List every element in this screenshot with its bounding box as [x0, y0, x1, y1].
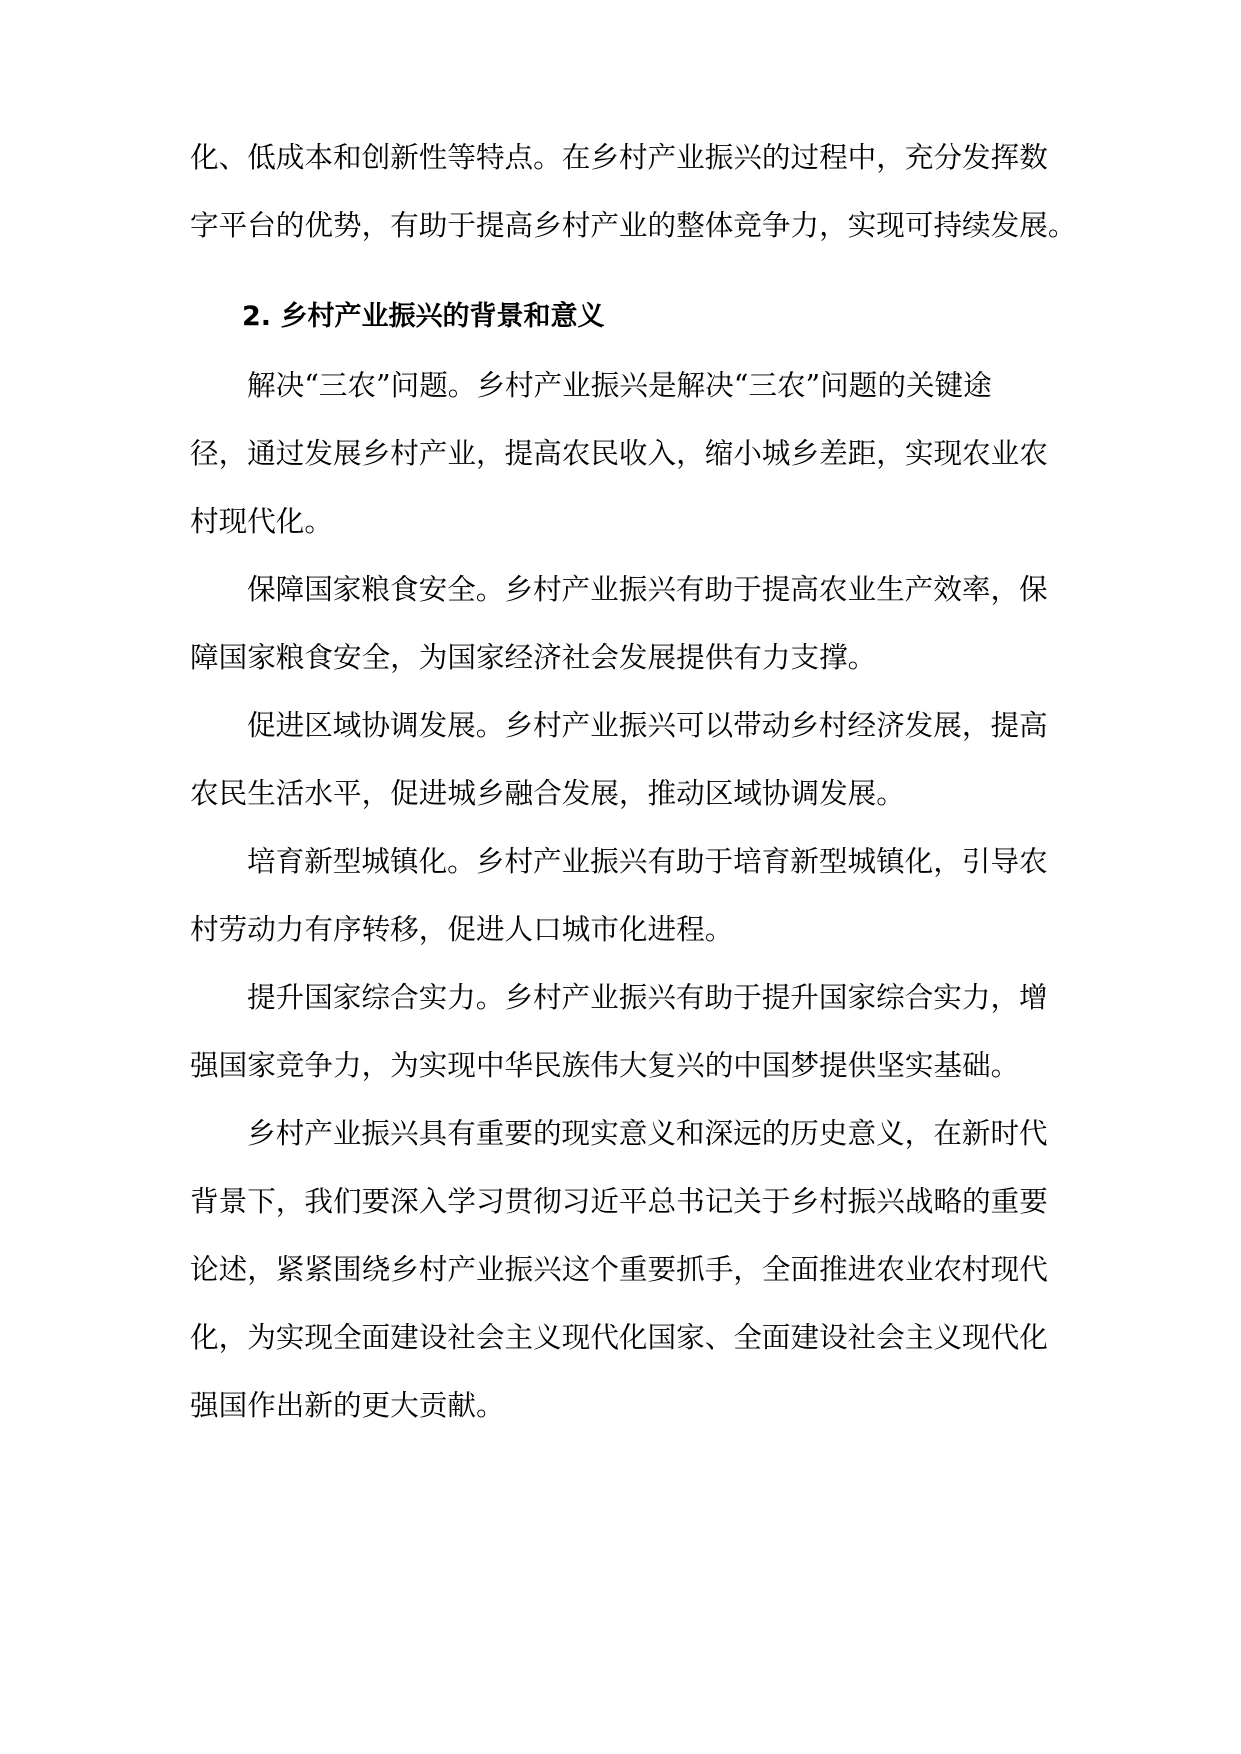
paragraph-conclusion-line-2: 背景下，我们要深入学习贯彻习近平总书记关于乡村振兴战略的重要 — [190, 1184, 1048, 1218]
paragraph-urbanization-line-1: 培育新型城镇化。乡村产业振兴有助于培育新型城镇化，引导农 — [247, 844, 1048, 878]
paragraph-food-security-line-1: 保障国家粮食安全。乡村产业振兴有助于提高农业生产效率，保 — [247, 572, 1048, 606]
paragraph-regional-line-1: 促进区域协调发展。乡村产业振兴可以带动乡村经济发展，提高 — [247, 708, 1048, 742]
paragraph-intro-line-1: 化、低成本和创新性等特点。在乡村产业振兴的过程中，充分发挥数 — [190, 140, 1048, 174]
paragraph-national-strength-line-1: 提升国家综合实力。乡村产业振兴有助于提升国家综合实力，增 — [247, 980, 1048, 1014]
paragraph-national-strength-line-2: 强国家竞争力，为实现中华民族伟大复兴的中国梦提供坚实基础。 — [190, 1048, 1020, 1082]
paragraph-sannong-line-2: 径，通过发展乡村产业，提高农民收入，缩小城乡差距，实现农业农 — [190, 436, 1048, 470]
paragraph-food-security-line-2: 障国家粮食安全，为国家经济社会发展提供有力支撑。 — [190, 640, 877, 674]
paragraph-sannong-line-1: 解决“三农”问题。乡村产业振兴是解决“三农”问题的关键途 — [247, 368, 992, 402]
paragraph-intro-line-2: 字平台的优势，有助于提高乡村产业的整体竞争力，实现可持续发展。 — [190, 208, 1077, 242]
paragraph-sannong-line-3: 村现代化。 — [190, 504, 333, 538]
document-page — [190, 0, 1077, 1754]
paragraph-conclusion-line-3: 论述，紧紧围绕乡村产业振兴这个重要抓手，全面推进农业农村现代 — [190, 1252, 1048, 1286]
paragraph-conclusion-line-4: 化，为实现全面建设社会主义现代化国家、全面建设社会主义现代化 — [190, 1320, 1048, 1354]
paragraph-conclusion-line-5: 强国作出新的更大贡献。 — [190, 1388, 505, 1422]
section-heading: 2. 乡村产业振兴的背景和意义 — [242, 301, 605, 332]
paragraph-urbanization-line-2: 村劳动力有序转移，促进人口城市化进程。 — [190, 912, 734, 946]
paragraph-regional-line-2: 农民生活水平，促进城乡融合发展，推动区域协调发展。 — [190, 776, 905, 810]
paragraph-conclusion-line-1: 乡村产业振兴具有重要的现实意义和深远的历史意义，在新时代 — [247, 1116, 1048, 1150]
